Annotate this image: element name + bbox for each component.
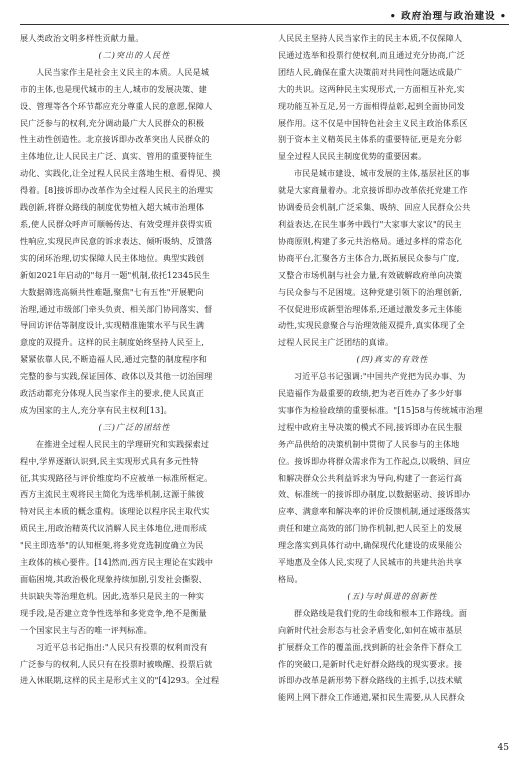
text-line: 与民众参与不足困境。这种党建引领下的治理创新, xyxy=(278,286,463,297)
text-line: 利益表达,在民生事务中践行"大家事大家议"的民主 xyxy=(278,218,462,229)
text-line: 团结人民,确保在重大决策前对共同性问题达成最广 xyxy=(278,66,463,77)
text-line: 新如2021年启动的"每月一题"机制,依托12345民生 xyxy=(20,269,211,280)
text-line: 在推进全过程人民民主的学理研究和实践探索过 xyxy=(36,438,210,449)
text-line: 务产品供给的决策机制中贯彻了人民参与的主体地 xyxy=(278,438,460,449)
text-line: 西方主流民主观将民主简化为选举机制,这源于熊彼 xyxy=(20,489,205,500)
text-line: 紧紧依靠人民,不断造福人民,通过完整的制度程序和 xyxy=(20,354,207,365)
text-line: 广泛参与的权利,人民只有在投票时被唤醒、投票后就 xyxy=(20,658,213,669)
text-line: 面临困境,其政治极化现象持续加剧,引发社会撕裂、 xyxy=(20,574,207,584)
text-line: 性响应,实现民声民意的诉求表达、倾听吸纳、反馈落 xyxy=(20,235,213,246)
text-line: 效、标准统一的接诉即办制度,以数据驱动、接诉即办 xyxy=(278,489,471,500)
text-line: 意度的双提升。这样的民主制度始终坚持人民至上, xyxy=(20,337,205,348)
text-line: 过程中政府主导决策的模式不同,接诉即办在民生服 xyxy=(278,421,463,432)
text-line: 民通过选举和投票行使权利,而且通过充分协商,广泛 xyxy=(278,49,465,60)
text-line: 得着。[8]接诉即办改革作为全过程人民民主的治理实 xyxy=(20,185,214,196)
text-line: 共识缺失等治理危机。因此,选举只是民主的一种实 xyxy=(20,590,205,601)
text-line: 主政体的核心要件。[14]然而,西方民主理论在实践中 xyxy=(20,557,214,568)
text-line: 别于资本主义精英民主体系的重要特征,更是充分彰 xyxy=(278,134,463,145)
text-line: 显全过程人民民主制度优势的重要因素。 xyxy=(278,151,427,162)
text-line: 向新时代社会形态与社会矛盾变化,如何在城市基层 xyxy=(278,624,463,635)
text-line: 现手段,是否建立竞争性选举和多党竞争,绝不是衡量 xyxy=(20,607,207,618)
text-line: 动化、实践化,让全过程人民民主落地生根、看得见、摸 xyxy=(20,168,221,179)
text-line: 政活动都充分体现人民当家作主的要求,使人民真正 xyxy=(20,388,205,399)
text-line: 一个国家民主与否的唯一评判标准。 xyxy=(20,624,152,635)
text-line: 市的主体,也是现代城市的主人,城市的发展决策、建 xyxy=(20,83,207,94)
text-line: 质民主,用政治精英代议消解人民主体地位,进而形成 xyxy=(20,523,207,534)
text-line: "民主即选举"的认知框架,将多党竞选制度确立为民 xyxy=(20,540,204,551)
text-line: 不仅促进形成新型治理体系,还通过激发多元主体能 xyxy=(278,303,463,314)
text-line: 进入休眠期,这样的民主是形式主义的"[4]293。全过程 xyxy=(20,675,220,686)
text-line: 就是大家商量着办。北京接诉即办改革依托党建工作 xyxy=(278,185,468,196)
right-column xyxy=(278,30,507,706)
section-heading: (三)广泛的团结性 xyxy=(98,421,171,432)
text-line: 特对民主本质的概念重构。该理论以程序民主取代实 xyxy=(20,506,210,517)
text-line: 大的共识。这两种民主实现形式,一方面相互补充,实 xyxy=(278,83,465,94)
page-number: 45 xyxy=(497,743,509,753)
left-column xyxy=(20,30,249,689)
text-line: 现功能互补互足,另一方面相得益彰,起到全面协同发 xyxy=(278,100,465,111)
text-line: 理念落实到具体行动中,确保现代化建设的成果能公 xyxy=(278,540,463,551)
text-line: 诉即办改革是新形势下群众路线的主抓手,以技术赋 xyxy=(278,675,463,686)
text-line: 成为国家的主人,充分享有民主权利[13]。 xyxy=(20,404,172,415)
section-heading: (五)与时俱进的创新性 xyxy=(347,590,438,601)
text-line: 协调委员会机制,广泛采集、吸纳、回应人民群众公共 xyxy=(278,202,471,213)
text-line: 和解决群众公共利益诉求为导向,构建了一套运行高 xyxy=(278,472,463,483)
text-line: 位。接诉即办将群众需求作为工作起点,以吸纳、回应 xyxy=(278,455,471,466)
text-line: 动性,实现民意聚合与治理效能双提升,真实体现了全 xyxy=(278,320,465,331)
text-line: 实事作为检验政绩的重要标准。"[15]58与传统城市治理 xyxy=(278,404,483,415)
text-line: 展作用。这不仅是中国特色社会主义民主政治体系区 xyxy=(278,117,468,128)
text-line: 设、管理等各个环节都应充分尊重人民的意愿,保障人 xyxy=(20,100,213,111)
text-line: 征,其实现路径与评价维度均不应被单一标准所框定。 xyxy=(20,472,213,483)
text-line: 协商原则,构建了多元共治格局。通过多样的常态化 xyxy=(278,235,463,246)
text-line: 应率、满意率和解决率的评价反馈机制,通过逐级落实 xyxy=(278,506,471,517)
text-line: 展人类政治文明多样性贡献力量。 xyxy=(20,33,144,43)
text-line: 习近平总书记强调:"中国共产党把为民办事、为 xyxy=(294,371,466,382)
text-line: 导回访评估等制度设计,实现精准施策水平与民生满 xyxy=(20,320,205,331)
text-line: 完整的参与实践,保证国体、政体以及其他一切治国理 xyxy=(20,371,213,382)
text-line: 能网上网下群众工作通道,紧扣民生需要,从人民群众 xyxy=(278,692,465,703)
text-line: 扩展群众工作的覆盖面,找到新的社会条件下群众工 xyxy=(278,641,463,652)
text-line: 民广泛参与的权利,充分调动最广大人民群众的积极 xyxy=(20,117,205,128)
section-heading: (二)突出的人民性 xyxy=(98,49,171,60)
text-line: 系,使人民群众呼声可顺畅传达、有效受理并获得实质 xyxy=(20,218,213,229)
text-line: 作的突破口,是新时代走好群众路线的现实要求。接 xyxy=(278,658,463,669)
text-line: 民造福作为最重要的政绩,把为老百姓办了多少好事 xyxy=(278,388,463,399)
text-line: 格局。 xyxy=(278,574,303,584)
text-line: 践创新,将群众路线的制度优势植入超大城市治理体 xyxy=(20,202,205,213)
text-line: 主体地位,让人民民主广泛、真实、管用的重要特征生 xyxy=(20,151,213,162)
text-line: 程中,学界逐渐认识到,民主实现形式具有多元性特 xyxy=(20,455,199,466)
text-line: 市民是城市建设、城市发展的主体,基层社区的事 xyxy=(294,168,470,179)
text-line: 协商平台,汇聚各方主体合力,既拓展民众参与广度, xyxy=(278,252,460,263)
text-line: 过程人民民主广泛团结的真谛。 xyxy=(278,337,394,348)
text-line: 人民民主坚持人民当家作主的民主本质,不仅保障人 xyxy=(278,33,463,43)
text-line: 习近平总书记指出:"人民只有投票的权利而没有 xyxy=(36,641,208,652)
text-line: 实的闭环治理,切实保障人民主体地位。典型实践创 xyxy=(20,252,205,263)
running-header: • 政府治理与政治建设 • xyxy=(389,11,507,22)
section-heading: (四)真实的有效性 xyxy=(356,354,429,365)
text-line: 大数据筛选高频共性难题,聚焦"七有五性"开展靶向 xyxy=(20,286,204,297)
text-line: 群众路线是我们党的生命线和根本工作路线。面 xyxy=(294,607,468,618)
header-rule xyxy=(20,24,509,25)
text-line: 治理,通过市级部门牵头负责、相关部门协同落实、督 xyxy=(20,303,213,314)
text-line: 平地惠及全体人民,实现了人民城市的共建共治共享 xyxy=(278,557,463,568)
text-line: 又整合市场机制与社会力量,有效破解政府单向决策 xyxy=(278,269,463,280)
text-line: 责任和建立高效的部门协作机制,把人民至上的发展 xyxy=(278,523,463,534)
text-line: 性主动性创造性。北京接诉即办改革突出人民群众的 xyxy=(20,134,210,145)
text-line: 人民当家作主是社会主义民主的本质。人民是城 xyxy=(36,66,210,77)
